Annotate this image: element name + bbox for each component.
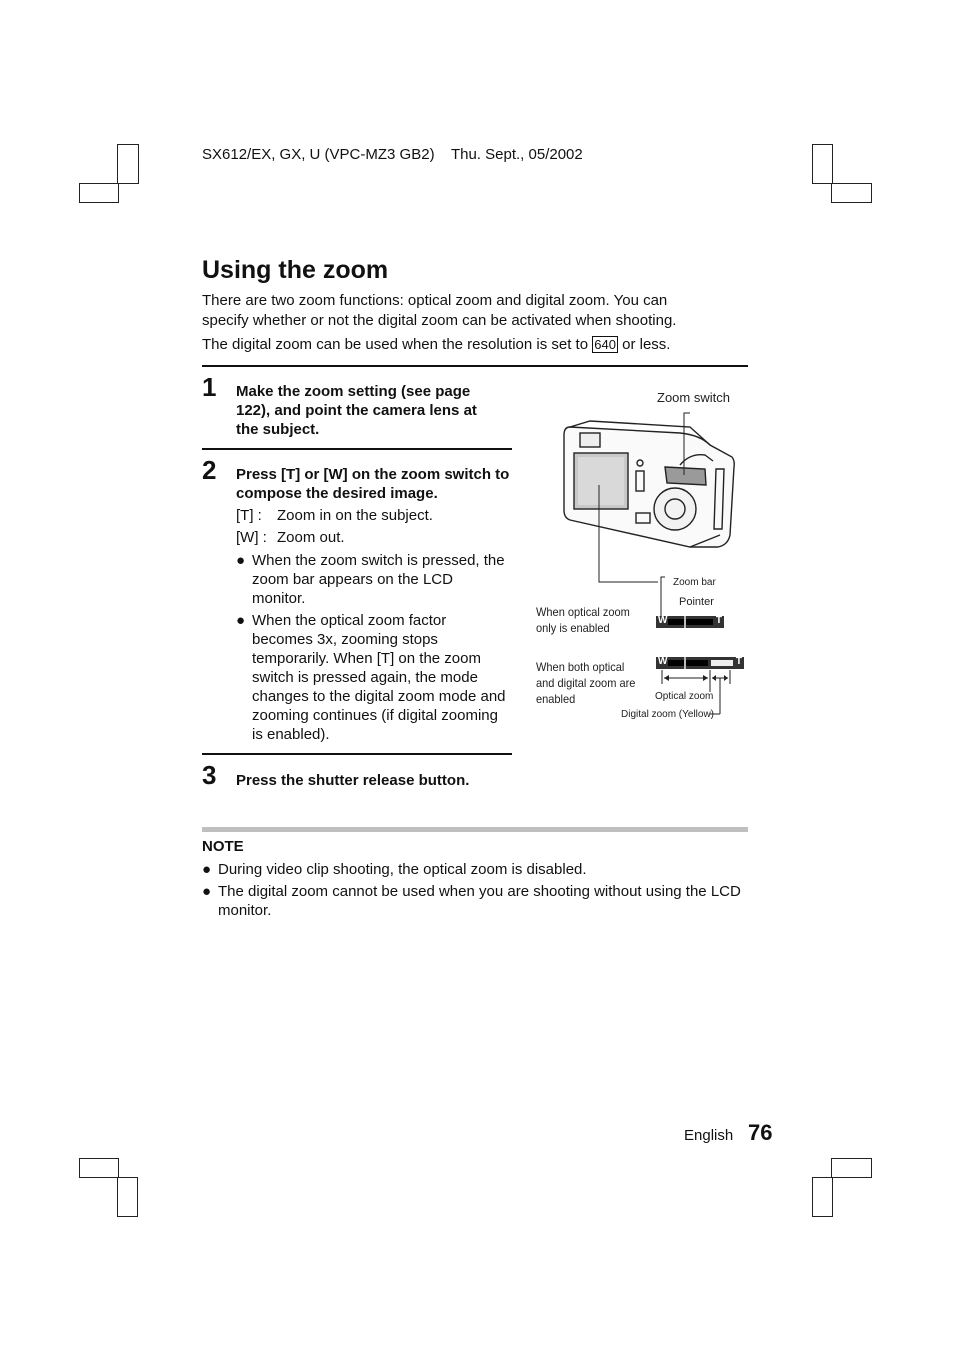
zoom-bar-label: Zoom bar bbox=[673, 577, 716, 588]
wide-indicator: W bbox=[658, 656, 668, 667]
intro-line-3 bbox=[202, 335, 742, 355]
note-item-2 bbox=[202, 882, 742, 920]
pointer-label: Pointer bbox=[679, 596, 714, 608]
key-w-desc: Zoom out. bbox=[277, 529, 345, 546]
section-rule bbox=[202, 365, 748, 367]
zoom-switch-label: Zoom switch bbox=[657, 390, 730, 405]
digital-zoom-label: Digital zoom (Yellow) bbox=[621, 709, 714, 720]
zoom-pointer bbox=[684, 616, 686, 628]
step-1-title: Make the zoom setting (see page 122), and point the camera lens at the subject. bbox=[236, 383, 477, 438]
crop-mark-top-right-horizontal bbox=[831, 183, 872, 203]
zoom-pointer bbox=[684, 657, 686, 669]
wide-indicator: W bbox=[658, 615, 668, 626]
zoom-bar-track bbox=[668, 619, 713, 625]
key-w-label: [W] : bbox=[236, 529, 267, 546]
crop-mark-top-left-vertical bbox=[117, 144, 139, 184]
tele-indicator: T bbox=[735, 656, 742, 667]
digital-zoom-track bbox=[711, 660, 733, 666]
bullet-dot: ● bbox=[236, 612, 246, 629]
step-3-number: 3 bbox=[202, 760, 217, 790]
step-rule-2 bbox=[202, 753, 512, 755]
note-text: The digital zoom cannot be used when you are shooting without using the LCD monitor. bbox=[218, 883, 741, 919]
key-t-desc: Zoom in on the subject. bbox=[277, 507, 433, 524]
step-2-title: Press [T] or [W] on the zoom switch to compose the desired image. bbox=[236, 466, 510, 502]
optical-zoom-label: Optical zoom bbox=[655, 691, 714, 702]
intro-line-3-text: The digital zoom can be used when the resolution is set to bbox=[202, 336, 589, 353]
crop-mark-top-left-horizontal bbox=[79, 183, 119, 203]
bullet-dot: ● bbox=[236, 552, 246, 569]
step-2-number: 2 bbox=[202, 455, 217, 485]
step-2-bullet-1 bbox=[236, 551, 506, 608]
tele-indicator: T bbox=[715, 615, 722, 626]
optical-only-label: When optical zoom only is enabled bbox=[536, 605, 630, 635]
bullet-text: When the optical zoom factor becomes 3x, zooming stops temporarily. When [T] on the zoom switch is pressed again, the mode changes to the digital zoom mode and zooming continues (if digital zooming is enabled). bbox=[252, 612, 506, 743]
intro-line-3-suffix: or less. bbox=[622, 336, 671, 353]
page-number: 76 bbox=[748, 1120, 773, 1145]
intro-line-1: There are two zoom functions: optical zoom and digital zoom. You can bbox=[202, 292, 668, 309]
zoom-bar-optical-digital bbox=[656, 657, 744, 669]
step-3-title: Press the shutter release button. bbox=[236, 772, 470, 789]
crop-mark-bottom-left-vertical bbox=[117, 1177, 138, 1217]
crop-mark-top-right-vertical bbox=[812, 144, 833, 184]
print-header: SX612/EX, GX, U (VPC-MZ3 GB2) Thu. Sept., 05/2002 bbox=[202, 146, 583, 163]
crop-mark-bottom-right-vertical bbox=[812, 1177, 833, 1217]
bullet-dot: ● bbox=[202, 883, 212, 900]
note-item-1 bbox=[202, 860, 742, 879]
page-title: Using the zoom bbox=[202, 256, 389, 284]
both-zoom-label: When both optical and digital zoom are enabled bbox=[536, 660, 636, 706]
note-divider bbox=[202, 827, 748, 832]
step-1-number: 1 bbox=[202, 372, 217, 402]
optical-zoom-track bbox=[668, 660, 708, 666]
note-text: During video clip shooting, the optical zoom is disabled. bbox=[218, 861, 587, 878]
intro-line-2: specify whether or not the digital zoom can be activated when shooting. bbox=[202, 312, 677, 329]
bullet-text: When the zoom switch is pressed, the zoom bar appears on the LCD monitor. bbox=[252, 552, 505, 607]
step-rule-1 bbox=[202, 448, 512, 450]
zoom-bar-optical-only bbox=[656, 616, 724, 628]
key-t-label: [T] : bbox=[236, 507, 262, 524]
resolution-640-icon: 640 bbox=[594, 337, 616, 352]
step-2-bullet-2 bbox=[236, 611, 506, 744]
footer-language: English bbox=[684, 1127, 734, 1144]
note-title: NOTE bbox=[202, 838, 244, 855]
crop-mark-bottom-left-horizontal bbox=[79, 1158, 119, 1178]
crop-mark-bottom-right-horizontal bbox=[831, 1158, 872, 1178]
bullet-dot: ● bbox=[202, 861, 212, 878]
